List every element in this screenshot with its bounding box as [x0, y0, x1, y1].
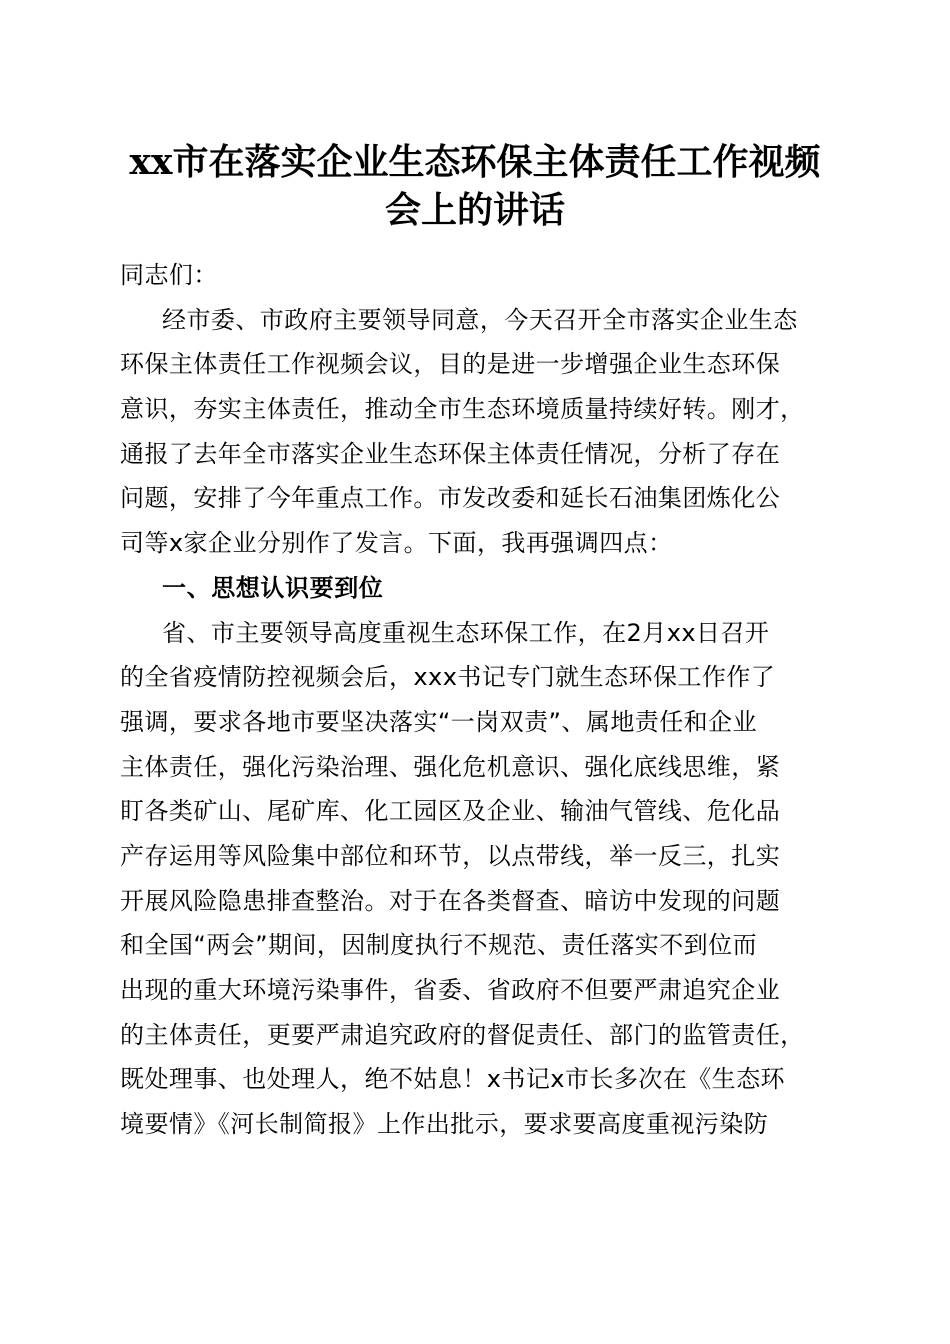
document-title	[80, 138, 870, 234]
paragraph-line: 产存运用等风险集中部位和环节，以点带线，举一反三，扎实	[120, 841, 781, 870]
paragraph-line: 省、市主要领导高度重视生态环保工作，在2月xx日召开	[162, 618, 770, 647]
paragraph-line: 盯各类矿山、尾矿库、化工园区及企业、输油气管线、危化品	[120, 797, 781, 826]
paragraph-line: 环保主体责任工作视频会议，目的是进一步增强企业生态环保	[120, 350, 781, 379]
paragraph-2	[120, 611, 830, 1147]
section-heading: 一、思想认识要到位	[162, 573, 384, 602]
title-line-1: xx市在落实企业生态环保主体责任工作视频	[129, 141, 821, 183]
paragraph-line: 既处理事、也处理人，绝不姑息！x书记x市长多次在《生态环	[120, 1065, 786, 1094]
paragraph-line: 主体责任，强化污染治理、强化危机意识、强化底线思维，紧	[120, 752, 781, 781]
paragraph-line: 问题，安排了今年重点工作。市发改委和延长石油集团炼化公	[120, 484, 781, 513]
salutation: 同志们：	[120, 261, 218, 289]
paragraph-line: 出现的重大环境污染事件，省委、省政府不但要严肃追究企业	[120, 976, 781, 1004]
paragraph-line: 通报了去年全市落实企业生态环保主体责任情况，分析了存在	[120, 439, 781, 468]
title-line-2: 会上的讲话	[384, 189, 565, 231]
paragraph-line: 意识，夯实主体责任，推动全市生态环境质量持续好转。刚才，	[120, 395, 805, 424]
paragraph-line: 的主体责任，更要严肃追究政府的督促责任、部门的监管责任，	[120, 1020, 805, 1049]
paragraph-1	[120, 298, 830, 566]
paragraph-line: 开展风险隐患排查整治。对于在各类督查、暗访中发现的问题	[120, 886, 781, 915]
paragraph-line: 司等x家企业分别作了发言。下面，我再强调四点：	[120, 529, 673, 558]
paragraph-line: 强调，要求各地市要坚决落实“一岗双责”、属地责任和企业	[120, 707, 758, 736]
paragraph-line: 的全省疫情防控视频会后，xxx书记专门就生态环保工作作了	[120, 663, 776, 692]
paragraph-line: 经市委、市政府主要领导同意，今天召开全市落实企业生态	[162, 305, 798, 334]
paragraph-line: 和全国“两会”期间，因制度执行不规范、责任落实不到位而	[120, 931, 758, 960]
paragraph-line: 境要情》《河长制简报》上作出批示，要求要高度重视污染防	[120, 1110, 769, 1139]
document-body	[120, 253, 830, 1147]
